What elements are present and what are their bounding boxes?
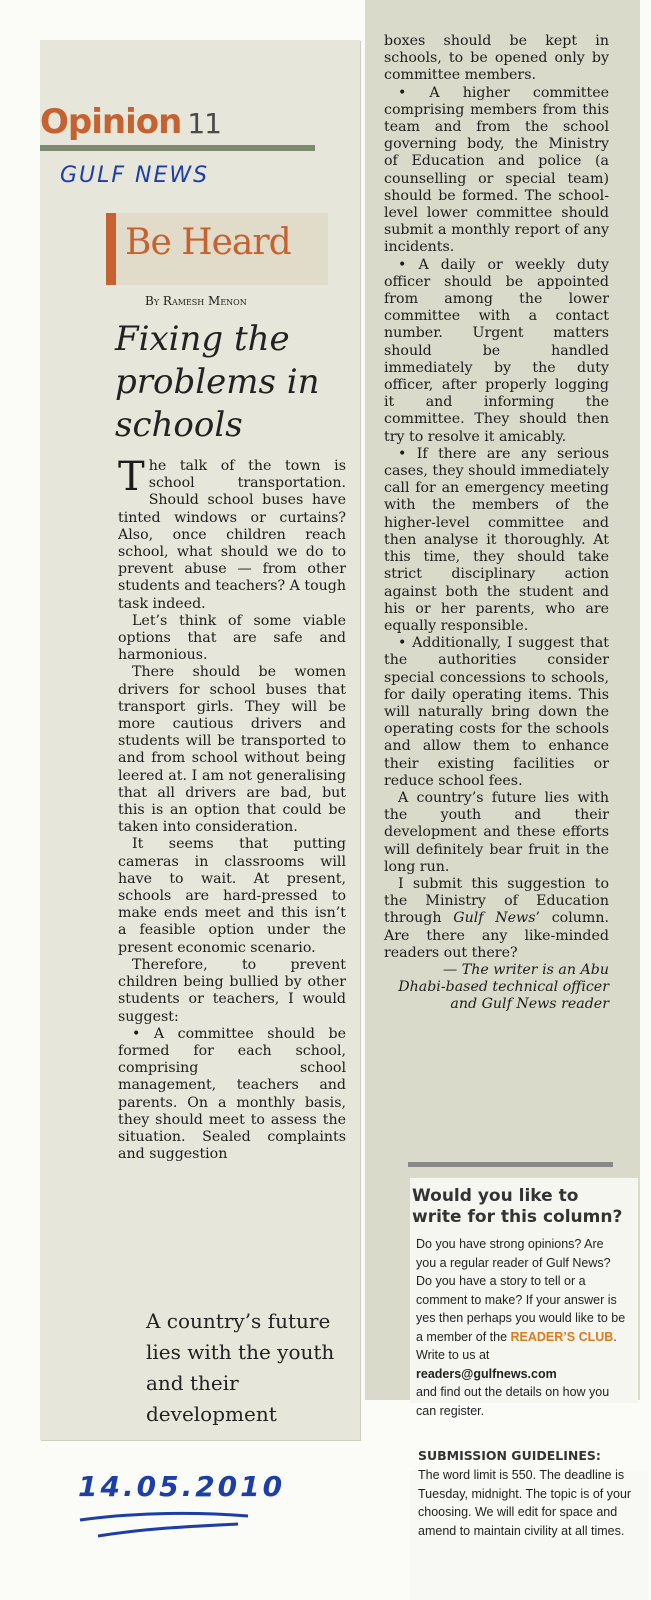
paragraph: There should be women drivers for school buses that transport girls. They will be more cautious drivers and students will be transported to and from school without being leered at. I am not generalising that all drivers are bad, but this is an option that could be taken into consideration. [118,664,346,836]
readers-club: READER’S CLUB [510,1329,614,1344]
signoff: — The writer is an Abu Dhabi-based technical officer and Gulf News reader [398,961,609,1013]
paragraph: A country’s future lies with the youth and their development and these efforts will definitely bear fruit in the long run. [384,789,609,875]
paragraph: • A daily or weekly duty officer should be appointed from among the lower committee with a contact number. Urgent matters should be handled immediately by the duty officer, after properly logging it and informing the committee. They should then try to resolve it amicably. [384,256,609,445]
paragraph: • A higher committee comprising members from this team and from the school governing body, the Ministry of Education and police (a counselling or special team) should be formed. The school-level lower committee should submit a monthly report of any incidents. [384,84,609,256]
paragraph: • A committee should be formed for each school, comprising school management, teachers and parents. On a monthly basis, they should meet to assess the situation. Sealed complaints and suggestion [118,1025,346,1163]
paragraph: • If there are any serious cases, they should immediately call for an emergency meeting with the members of the higher-level committee and then analyse it thoroughly. At this time, they should take strict disciplinary action against both the student and his or her parents, who are equally responsible. [384,445,609,634]
paragraph: boxes should be kept in schools, to be opened only by committee members. [384,33,609,84]
page-number: 11 [187,107,221,140]
cta-heading: Would you like to write for this column? [412,1186,623,1227]
handwritten-source: GULF NEWS [60,163,210,188]
article-column-right [384,33,609,1014]
handwritten-date: 14.05.2010 [78,1470,286,1503]
column-name: Be Heard [125,222,291,263]
section-rule [40,145,315,151]
pull-quote: A country’s future lies with the youth and their development [146,1309,335,1426]
byline: By Ramesh Menon [145,294,247,308]
article-column-left [118,454,346,1163]
divider [408,1162,613,1167]
email-address: readers@gulfnews.com [416,1366,557,1381]
date-underline [78,1508,258,1544]
section-title: Opinion 11 [40,102,221,142]
headline: Fixing the problems in schools [115,319,320,445]
cta-body: Do you have strong opinions? Are you a regular reader of Gulf News? Do you have a story to tell or a comment to make? If your answer is yes then perhaps you would like to be a member of the READER’S CLUB. Write to us at readers@gulfnews.com and find out the details on how you can register. [416,1237,626,1418]
guidelines-heading: SUBMISSION GUIDELINES: [418,1448,601,1463]
paragraph: It seems that putting cameras in classrooms will have to wait. At present, schools are hard-pressed to make ends meet and this isn’t a feasible option under the present economic scenario. [118,836,346,956]
paragraph: I submit this suggestion to the Ministry of Education through Gulf News’ column. Are there any like-minded readers out there? [384,875,609,961]
dropcap: T [118,454,145,500]
paragraph: Therefore, to prevent children being bullied by other students or teachers, I would suggest: [118,956,346,1025]
paragraph: The talk of the town is school transportation. Should school buses have tinted windows or curtains? Also, once children reach school, what should we do to prevent abuse — from other students and teachers? A tough task indeed. [118,454,346,612]
guidelines-body: The word limit is 550. The deadline is Tuesday, midnight. The topic is of your choosing. We will edit for space and amend to maintain civility at all times. [418,1468,632,1538]
paragraph: Let’s think of some viable options that are safe and harmonious. [118,612,346,664]
paragraph: • Additionally, I suggest that the authorities consider special concessions to schools, for daily operating items. This will naturally bring down the operating costs for the schools and allow them to enhance their existing facilities or reduce school fees. [384,635,609,789]
